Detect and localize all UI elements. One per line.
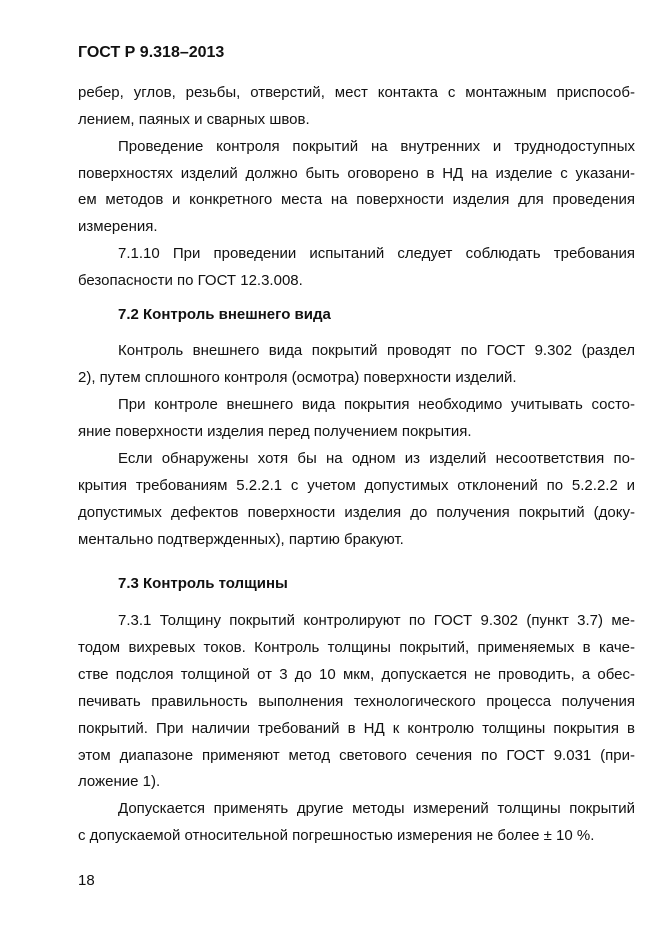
paragraph-line: 7.3.1 Толщину покрытий контролируют по ГОСТ 9.302 (пункт 3.7) ме- (118, 612, 635, 629)
paragraph-line: тодом вихревых токов. Контроль толщины покрытий, применяемых в каче- (78, 639, 635, 656)
paragraph-line: измерения. (78, 218, 158, 235)
paragraph-line: 7.1.10 При проведении испытаний следует соблюдать требования (118, 245, 635, 262)
paragraph-line: печивать правильность выполнения технологического процесса получения (78, 693, 635, 710)
paragraph-line: ем методов и конкретного места на поверхности изделия для проведения (78, 191, 635, 208)
paragraph-line: 2), путем сплошного контроля (осмотра) поверхности изделий. (78, 369, 517, 386)
paragraph-line: покрытий. При наличии требований в НД к контролю толщины покрытия в (78, 720, 635, 737)
paragraph-line: ребер, углов, резьбы, отверстий, мест контакта с монтажным приспособ- (78, 84, 635, 101)
paragraph-line: поверхностях изделий должно быть оговорено в НД на изделие с указани- (78, 165, 635, 182)
paragraph-line: Допускается применять другие методы измерений толщины покрытий (118, 800, 635, 817)
document-header: ГОСТ Р 9.318–2013 (78, 44, 225, 61)
section-heading: 7.2 Контроль внешнего вида (118, 306, 331, 323)
paragraph-line: безопасности по ГОСТ 12.3.008. (78, 272, 303, 289)
paragraph-line: с допускаемой относительной погрешностью измерения не более ± 10 %. (78, 827, 595, 844)
paragraph-line: стве подслоя толщиной от 3 до 10 мкм, допускается не проводить, а обес- (78, 666, 635, 683)
paragraph-line: ментально подтвержденных), партию бракуют. (78, 531, 404, 548)
paragraph-line: При контроле внешнего вида покрытия необходимо учитывать состо- (118, 396, 635, 413)
paragraph-line: этом диапазоне применяют метод светового сечения по ГОСТ 9.031 (при- (78, 747, 635, 764)
page-number: 18 (78, 872, 95, 889)
paragraph-line: ложение 1). (78, 773, 161, 790)
paragraph-line: Проведение контроля покрытий на внутренних и труднодоступных (118, 138, 635, 155)
paragraph-line: допустимых дефектов поверхности изделия до получения покрытий (доку- (78, 504, 635, 521)
paragraph-line: яние поверхности изделия перед получением покрытия. (78, 423, 472, 440)
paragraph-line: Если обнаружены хотя бы на одном из изделий несоответствия по- (118, 450, 635, 467)
paragraph-line: крытия требованиям 5.2.2.1 с учетом допустимых отклонений по 5.2.2.2 и (78, 477, 635, 494)
paragraph-line: Контроль внешнего вида покрытий проводят по ГОСТ 9.302 (раздел (118, 342, 635, 359)
paragraph-line: лением, паяных и сварных швов. (78, 111, 310, 128)
section-heading: 7.3 Контроль толщины (118, 575, 288, 592)
